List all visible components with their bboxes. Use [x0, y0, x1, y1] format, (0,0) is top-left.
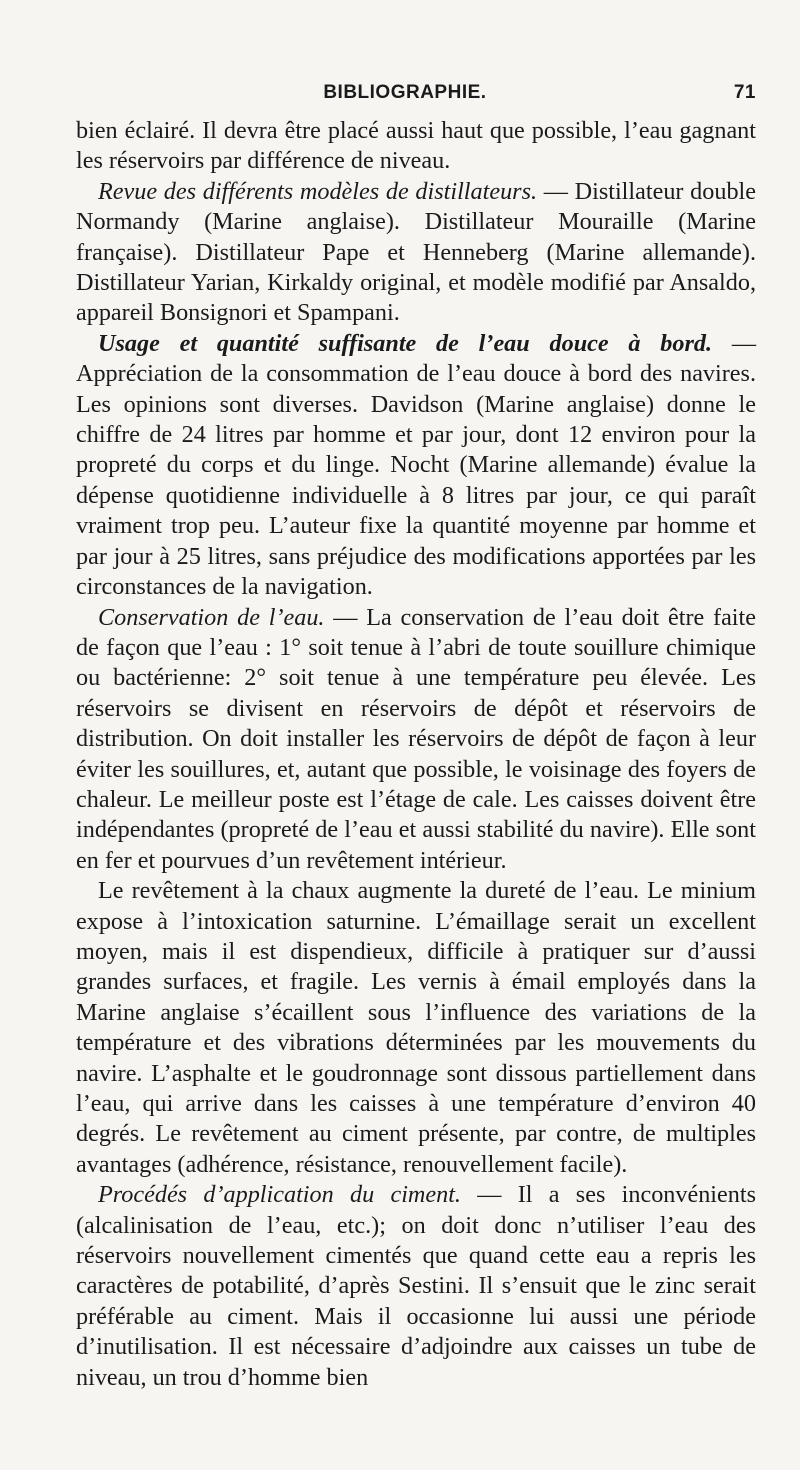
running-title: BIBLIOGRAPHIE.	[323, 82, 487, 103]
paragraph-text: — Il a ses inconvénients (alcalinisation de l’eau, etc.); on doit donc n’utiliser l’eau des réservoirs nouvellement cimentés que quand cette eau a repris les caractères de potabilité, d’après Sestini. Il s’ensuit que le zinc serait préférable au ciment. Mais il occasionne lui aussi une période d’inutilisation. Il est nécessaire d’adjoindre aux caisses un tube de niveau, un trou d’homme bien	[76, 1181, 756, 1391]
section-heading: Revue des différents modèles de distillateurs.	[98, 177, 544, 205]
paragraph-text: bien éclairé. Il devra être placé aussi haut que possible, l’eau gagnant les réservoirs par différence de niveau.	[76, 117, 756, 175]
page-number: 71	[733, 82, 756, 103]
section-heading: Conservation de l’eau.	[98, 603, 334, 631]
body-text	[76, 116, 756, 1393]
paragraph-text: — Appréciation de la consommation de l’eau douce à bord des navires. Les opinions sont diverses. Davidson (Marine anglaise) donne le chiffre de 24 litres par homme et par jour, dont 12 environ pour la propreté du corps et du linge. Nocht (Marine allemande) évalue la dépense quotidienne individuelle à 8 litres par jour, ce qui paraît vraiment trop peu. L’auteur fixe la quantité moyenne par homme et par jour à 25 litres, sans préjudice des modifications apportées par les circonstances de la navigation.	[76, 329, 756, 601]
paragraph	[76, 1180, 756, 1393]
paragraph	[76, 177, 756, 329]
running-header	[76, 82, 756, 104]
paragraph	[76, 876, 756, 1180]
paragraph-text: — Distillateur double Normandy (Marine anglaise). Distillateur Mouraille (Marine française). Distillateur Pape et Henneberg (Marine allemande). Distillateur Yarian, Kirkaldy original, et modèle modifié par Ansaldo, appareil Bonsignori et Spampani.	[76, 177, 757, 327]
section-heading: Procédés d’application du ciment.	[98, 1181, 478, 1209]
paragraph-text: Le revêtement à la chaux augmente la dureté de l’eau. Le minium expose à l’intoxication saturnine. L’émaillage serait un excellent moyen, mais il est dispendieux, difficile à pratiquer sur d’aussi grandes surfaces, et fragile. Les vernis à émail employés dans la Marine anglaise s’écaillent sous l’influence des variations de la température et des vibrations déterminées par les mouvements du navire. L’asphalte et le goudronnage sont dissous partiellement dans l’eau, qui arrive dans les caisses à une température d’environ 40 degrés. Le revêtement au ciment présente, par contre, de multiples avantages (adhérence, résistance, renouvellement facile).	[76, 877, 756, 1178]
section-heading: Usage et quantité suffisante de l’eau douce à bord.	[98, 329, 732, 357]
paragraph	[76, 329, 756, 603]
paragraph	[76, 603, 756, 877]
paragraph-text: — La conservation de l’eau doit être faite de façon que l’eau : 1° soit tenue à l’abri de toute souillure chimique ou bactérienne: 2° soit tenue à une température peu élevée. Les réservoirs se divisent en réservoirs de dépôt et réservoirs de distribution. On doit installer les réservoirs de dépôt de façon à leur éviter les souillures, et, autant que possible, le voisinage des foyers de chaleur. Le meilleur poste est l’étage de cale. Les caisses doivent être indépendantes (propreté de l’eau et aussi stabilité du navire). Elle sont en fer et pourvues d’un revêtement intérieur.	[76, 603, 756, 874]
paragraph	[76, 116, 756, 177]
